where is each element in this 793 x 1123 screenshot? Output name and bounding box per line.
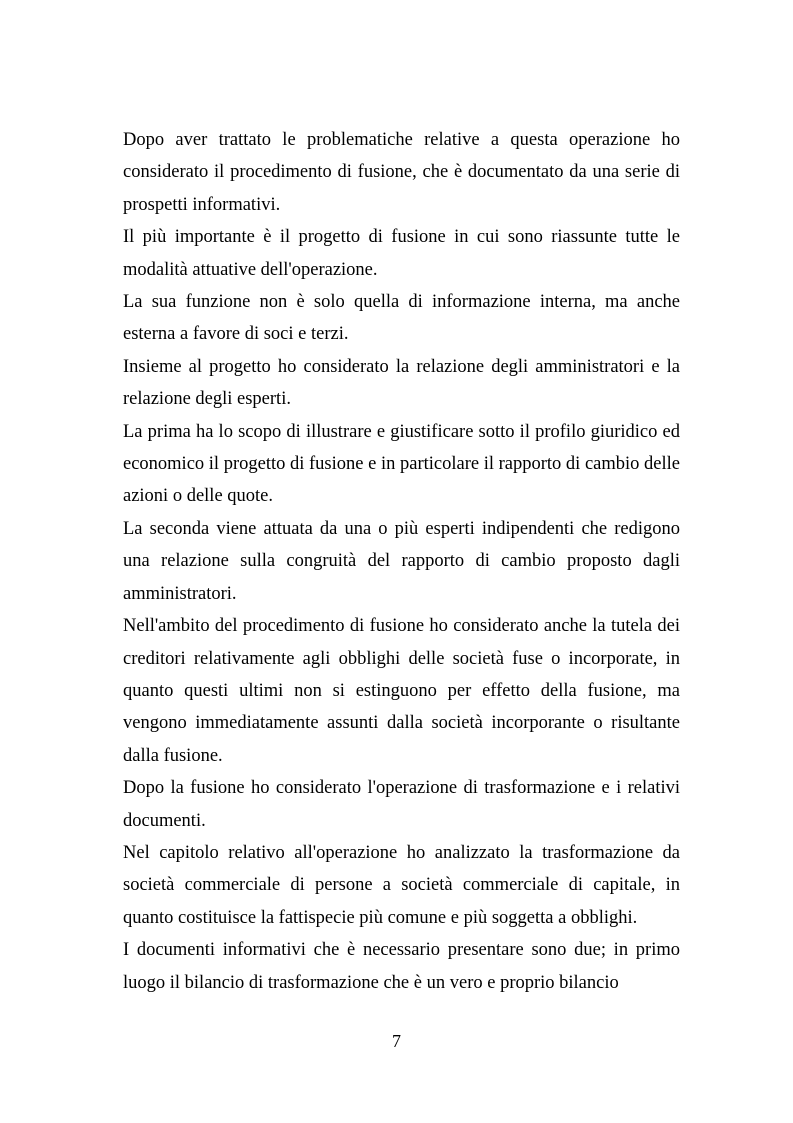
paragraph-10: I documenti informativi che è necessario presentare sono due; in primo luogo il bilancio di trasformazione che è un vero e proprio bilancio: [123, 940, 680, 993]
paragraph-4: Insieme al progetto ho considerato la relazione degli amministratori e la relazione degli esperti.: [123, 356, 680, 410]
paragraph-2: Il più importante è il progetto di fusione in cui sono riassunte tutte le modalità attuative dell'operazione.: [123, 227, 680, 280]
paragraph-1: Dopo aver trattato le problematiche relative a questa operazione ho considerato il procedimento di fusione, che è documentato da una serie di prospetti informativi.: [123, 130, 680, 215]
paragraph-5: La prima ha lo scopo di illustrare e giustificare sotto il profilo giuridico ed economico il progetto di fusione e in particolare il rapporto di cambio delle azioni o delle quote.: [123, 421, 680, 507]
paragraph-9: Nel capitolo relativo all'operazione ho analizzato la trasformazione da società commerciale di persone a società commerciale di capitale, in quanto costituisce la fattispecie più comune e più soggetta a obblighi.: [123, 842, 680, 928]
paragraph-7: Nell'ambito del procedimento di fusione ho considerato anche la tutela dei creditori relativamente agli obblighi delle società fuse o incorporate, in quanto questi ultimi non si estinguono per effetto della fusione, ma vengono immediatamente assunti dalla società incorporante o risultante dalla fusione.: [123, 616, 680, 766]
page-number: 7: [392, 1031, 401, 1051]
document-body: [123, 124, 680, 999]
paragraph-3: La sua funzione non è solo quella di informazione interna, ma anche esterna a favore di soci e terzi.: [123, 292, 680, 345]
paragraph-8: Dopo la fusione ho considerato l'operazione di trasformazione e i relativi documenti.: [123, 778, 680, 831]
paragraph-6: La seconda viene attuata da una o più esperti indipendenti che redigono una relazione sulla congruità del rapporto di cambio proposto dagli amministratori.: [123, 518, 680, 604]
